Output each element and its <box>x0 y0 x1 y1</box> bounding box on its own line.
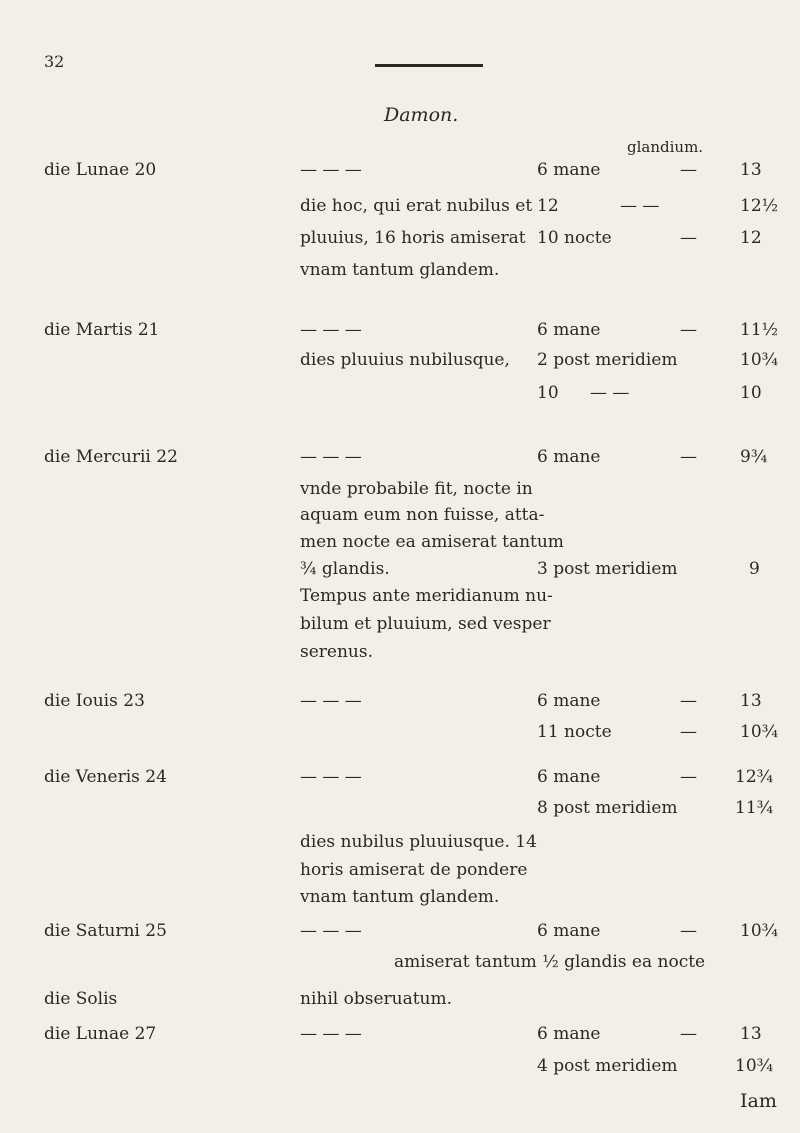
time-cell: 6 mane <box>537 767 601 787</box>
note-line: horis amiserat de pondere <box>300 860 528 880</box>
value-cell: 11¾ <box>735 798 774 818</box>
time-cell: 8 post meridiem <box>537 798 678 818</box>
value-cell: 12¾ <box>735 767 774 787</box>
note-line: Tempus ante meridianum nu- <box>300 586 553 606</box>
dash-cell: — <box>680 691 697 711</box>
dash-run: — — — <box>300 767 362 787</box>
note-line: bilum et pluuium, sed vesper <box>300 614 551 634</box>
dash-cell: — — <box>620 196 660 216</box>
dash-run: — — — <box>300 921 362 941</box>
time-cell: 6 mane <box>537 1024 601 1044</box>
value-cell: 12 <box>740 228 762 248</box>
day-label: die Iouis 23 <box>44 691 145 711</box>
day-label: die Solis <box>44 989 118 1009</box>
dash-run: — — — <box>300 1024 362 1044</box>
time-cell: 10 nocte <box>537 228 612 248</box>
time-cell: 12 <box>537 196 559 216</box>
note-line: amiserat tantum ½ glandis ea nocte <box>394 952 706 972</box>
day-label: die Mercurii 22 <box>44 447 178 467</box>
note-line: pluuius, 16 horis amiserat <box>300 228 526 248</box>
value-cell: 10¾ <box>740 921 779 941</box>
dash-cell: — — <box>590 383 630 403</box>
value-cell: 10 <box>740 383 762 403</box>
note-line: die hoc, qui erat nubilus et <box>300 196 533 216</box>
value-cell: 9¾ <box>740 447 768 467</box>
day-label: die Saturni 25 <box>44 921 167 941</box>
dash-cell: — <box>680 1024 697 1044</box>
note-line: serenus. <box>300 642 373 662</box>
value-cell: 9 <box>749 559 760 579</box>
time-cell: 2 post meridiem <box>537 350 678 370</box>
note-line: vnam tantum glandem. <box>300 887 500 907</box>
day-label: die Veneris 24 <box>44 767 167 787</box>
dash-cell: — <box>680 722 697 742</box>
time-cell: 6 mane <box>537 691 601 711</box>
day-label: die Martis 21 <box>44 320 160 340</box>
value-cell: 13 <box>740 1024 762 1044</box>
note-line: nihil obseruatum. <box>300 989 453 1009</box>
day-label: die Lunae 20 <box>44 160 157 180</box>
dash-cell: — <box>680 447 697 467</box>
running-title: Damon. <box>384 104 459 126</box>
value-cell: 13 <box>740 691 762 711</box>
note-line: aquam eum non fuisse, atta- <box>300 505 545 525</box>
dash-cell: — <box>680 320 697 340</box>
catchword: Iam <box>740 1090 777 1112</box>
value-cell: 12½ <box>740 196 779 216</box>
header-rule <box>375 64 483 67</box>
time-cell: 10 <box>537 383 559 403</box>
note-line: vnde probabile fit, nocte in <box>300 479 533 499</box>
note-line: men nocte ea amiserat tantum <box>300 532 564 552</box>
note-line: dies nubilus pluuiusque. 14 <box>300 832 537 852</box>
note-line: ¾ glandis. <box>300 559 390 579</box>
dash-run: — — — <box>300 691 362 711</box>
time-cell: 6 mane <box>537 320 601 340</box>
dash-cell: — <box>680 767 697 787</box>
note-line: dies pluuius nubilusque, <box>300 350 510 370</box>
time-cell: 4 post meridiem <box>537 1056 678 1076</box>
column-heading: glandium. <box>627 138 704 156</box>
value-cell: 10¾ <box>740 350 779 370</box>
note-line: vnam tantum glandem. <box>300 260 500 280</box>
time-cell: 6 mane <box>537 160 601 180</box>
time-cell: 3 post meridiem <box>537 559 678 579</box>
dash-cell: — <box>680 160 697 180</box>
value-cell: 10¾ <box>740 722 779 742</box>
value-cell: 11½ <box>740 320 779 340</box>
value-cell: 13 <box>740 160 762 180</box>
dash-run: — — — <box>300 447 362 467</box>
day-label: die Lunae 27 <box>44 1024 157 1044</box>
page-number: 32 <box>44 52 65 71</box>
dash-run: — — — <box>300 160 362 180</box>
value-cell: 10¾ <box>735 1056 774 1076</box>
time-cell: 11 nocte <box>537 722 612 742</box>
dash-cell: — <box>680 921 697 941</box>
time-cell: 6 mane <box>537 447 601 467</box>
time-cell: 6 mane <box>537 921 601 941</box>
dash-run: — — — <box>300 320 362 340</box>
dash-cell: — <box>680 228 697 248</box>
